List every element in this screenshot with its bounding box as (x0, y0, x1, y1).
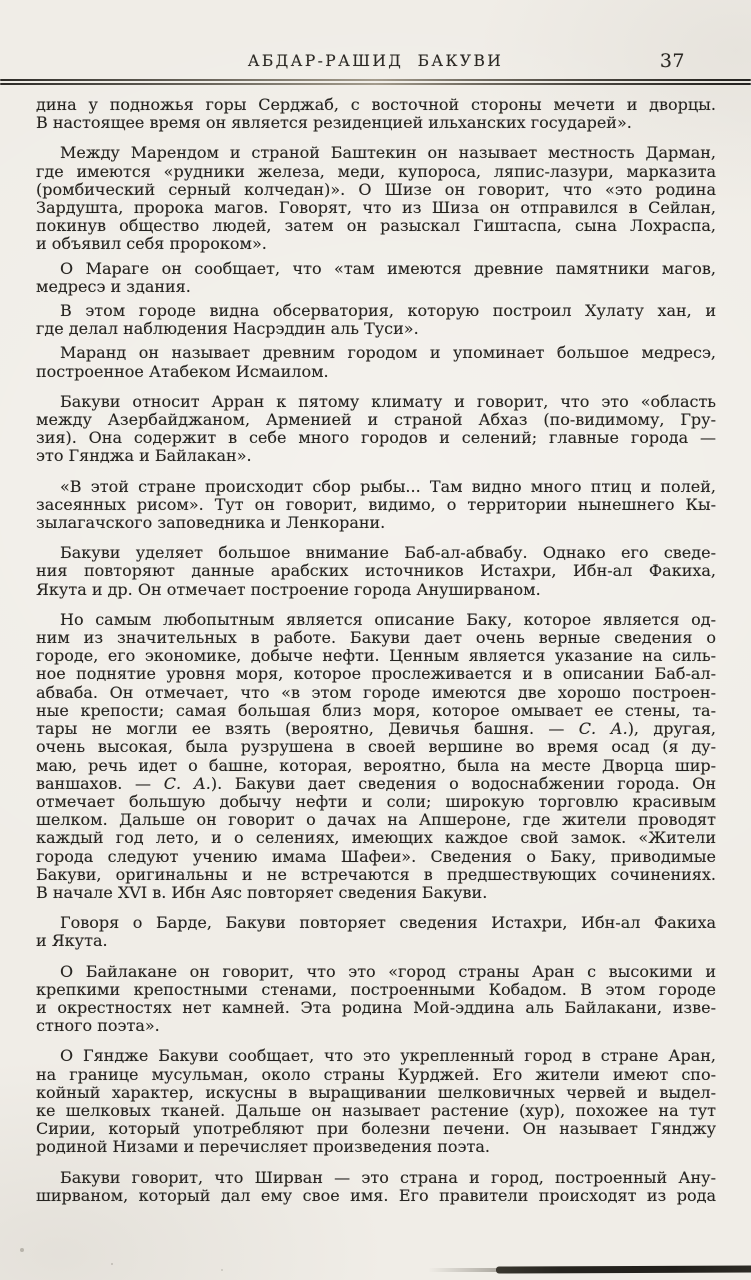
text-line: тары не могли ее взять (вероятно, Девичья башня. — С. А.), другая, (36, 719, 716, 739)
text-line: и Якута. (36, 931, 108, 951)
text-line: дина у подножья горы Серджаб, с восточной стороны мечети и дворцы. (36, 95, 716, 114)
text-line: Бакуви, оригинальны и не встречаются в предшествующих сочинениях. (36, 864, 716, 884)
text-line: койный характер, искусны в выращивании шелковичных червей и выдел- (36, 1082, 716, 1102)
paragraph (36, 611, 716, 902)
scan-artifact (496, 1265, 751, 1273)
text-line: маю, речь идет о башне, которая, вероятно, была на месте Дворца шир- (36, 755, 716, 775)
text-line: зылагачского заповедника и Ленкорани. (36, 513, 386, 533)
text-line: (ромбический серный колчедан)». О Шизе он говорит, что «это родина (36, 179, 716, 199)
text-line: где делал наблюдения Насрэддин аль Туси». (36, 319, 419, 339)
text-line: Сирии, который употребляют при болезни печени. Он называет Гянджу (36, 1119, 716, 1139)
page-body (36, 96, 716, 1205)
paragraph (36, 344, 716, 380)
text-line: городе, его экономике, добыче нефти. Ценным является указание на силь- (36, 646, 716, 666)
page-number: 37 (659, 50, 685, 72)
text-line: ширваном, который дал ему свое имя. Его правители происходят из рода (36, 1185, 716, 1205)
paragraph (36, 393, 716, 466)
text-line: О Байлакане он говорит, что это «город страны Аран с высокими и (60, 961, 716, 981)
text-line: зия). Она содержит в себе много городов и селений; главные города — (36, 428, 716, 448)
paragraph (36, 144, 716, 253)
paragraph (36, 963, 716, 1036)
text-line: О Мараге он сообщает, что «там имеются древние памятники магов, (60, 258, 716, 278)
text-line: каждый год лето, и о селениях, имеющих каждое свой замок. «Жители (36, 828, 716, 848)
paragraph (36, 478, 716, 533)
text-line: Бакуви говорит, что Ширван — это страна и город, построенный Ану- (60, 1167, 716, 1187)
text-line: между Азербайджаном, Арменией и страной Абхаз (по-видимому, Гру- (36, 410, 716, 430)
text-line: Зардушта, пророка магов. Говорят, что из Шиза он отправился в Сейлан, (36, 198, 716, 218)
text-line: и объявил себя пророком». (36, 234, 267, 254)
paragraph (36, 914, 716, 950)
text-line: на границе мусульман, около страны Курджей. Его жители имеют спо- (36, 1064, 716, 1084)
paragraph (36, 1047, 716, 1156)
text-line: родиной Низами и перечисляет произведения поэта. (36, 1137, 490, 1157)
paragraph (36, 260, 716, 296)
text-line: ния повторяют данные арабских источников Истахри, Ибн-ал Факиха, (36, 561, 716, 581)
paragraph (36, 544, 716, 599)
text-line: ке шелковых тканей. Дальше он называет растение (хур), похожее на тут (36, 1100, 716, 1120)
text-line: абваба. Он отмечает, что «в этом городе имеются две хорошо построен- (36, 682, 716, 702)
running-header-title: АБДАР-РАШИД БАКУВИ (247, 52, 504, 70)
text-line: построенное Атабеком Исмаилом. (36, 361, 329, 381)
text-line: О Гяндже Бакуви сообщает, что это укрепленный город в стране Аран, (60, 1046, 716, 1066)
running-header (0, 50, 751, 76)
text-line: города следуют учению имама Шафеи». Сведения о Баку, приводимые (36, 846, 716, 866)
scan-artifact (428, 1268, 498, 1272)
text-line: шелком. Дальше он говорит о дачах на Апшероне, где жители проводят (36, 810, 716, 830)
text-line: Но самым любопытным является описание Баку, которое является од- (60, 609, 716, 629)
text-line: Бакуви уделяет большое внимание Баб-ал-абвабу. Однако его сведе- (60, 543, 716, 563)
text-line: В начале XVI в. Ибн Аяс повторяет сведения Бакуви. (36, 882, 488, 902)
paragraph (36, 96, 716, 132)
paragraph (36, 1169, 716, 1205)
text-line: ваншахов. — С. А.). Бакуви дает сведения о водоснабжении города. Он (36, 773, 717, 793)
scan-speckles (20, 1248, 24, 1252)
text-line: ные крепости; самая большая близ моря, которое омывает ее стены, та- (36, 700, 716, 720)
text-line: В этом городе видна обсерватория, которую построил Хулату хан, и (60, 301, 716, 321)
text-line: Якута и др. Он отмечает построение города Ануширваном. (36, 579, 541, 599)
text-line: ное поднятие уровня моря, которое прослеживается и в описании Баб-ал- (36, 664, 716, 684)
text-line: и окрестностях нет камней. Эта родина Мой-эддина аль Байлакани, изве- (36, 997, 716, 1017)
text-line: Между Марендом и страной Баштекин он называет местность Дарман, (60, 143, 716, 163)
text-line: крепкими крепостными стенами, построенными Кобадом. В этом городе (36, 979, 716, 999)
paragraph (36, 302, 716, 338)
text-line: отмечает большую добычу нефти и соли; широкую торговлю красивым (36, 791, 716, 811)
text-line: Говоря о Барде, Бакуви повторяет сведения Истахри, Ибн-ал Факиха (60, 913, 716, 933)
text-line: Бакуви относит Арран к пятому климату и говорит, что это «область (60, 391, 716, 411)
text-line: очень высокая, была рузрушена в своей вершине во время осад (я ду- (36, 737, 716, 757)
text-line: стного поэта». (36, 1016, 160, 1036)
text-line: «В этой стране происходит сбор рыбы... Там видно много птиц и полей, (60, 476, 716, 496)
text-line: медресэ и здания. (36, 276, 191, 296)
text-line: ним из значительных в работе. Бакуви дает очень верные сведения о (36, 628, 716, 648)
text-line: где имеются «рудники железа, меди, купороса, ляпис-лазури, марказита (36, 161, 716, 181)
text-line: В настоящее время он является резиденцией ильханских государей». (36, 113, 632, 133)
text-line: Маранд он называет древним городом и упоминает большое медресэ, (60, 343, 716, 363)
header-double-rule (0, 79, 751, 85)
text-line: это Гянджа и Байлакан». (36, 446, 252, 466)
text-line: покинув общество людей, затем он разыскал Гиштаспа, сына Лохраспа, (36, 216, 716, 236)
text-line: засеянных рисом». Тут он говорит, видимо, о территории нынешнего Кы- (36, 494, 716, 514)
